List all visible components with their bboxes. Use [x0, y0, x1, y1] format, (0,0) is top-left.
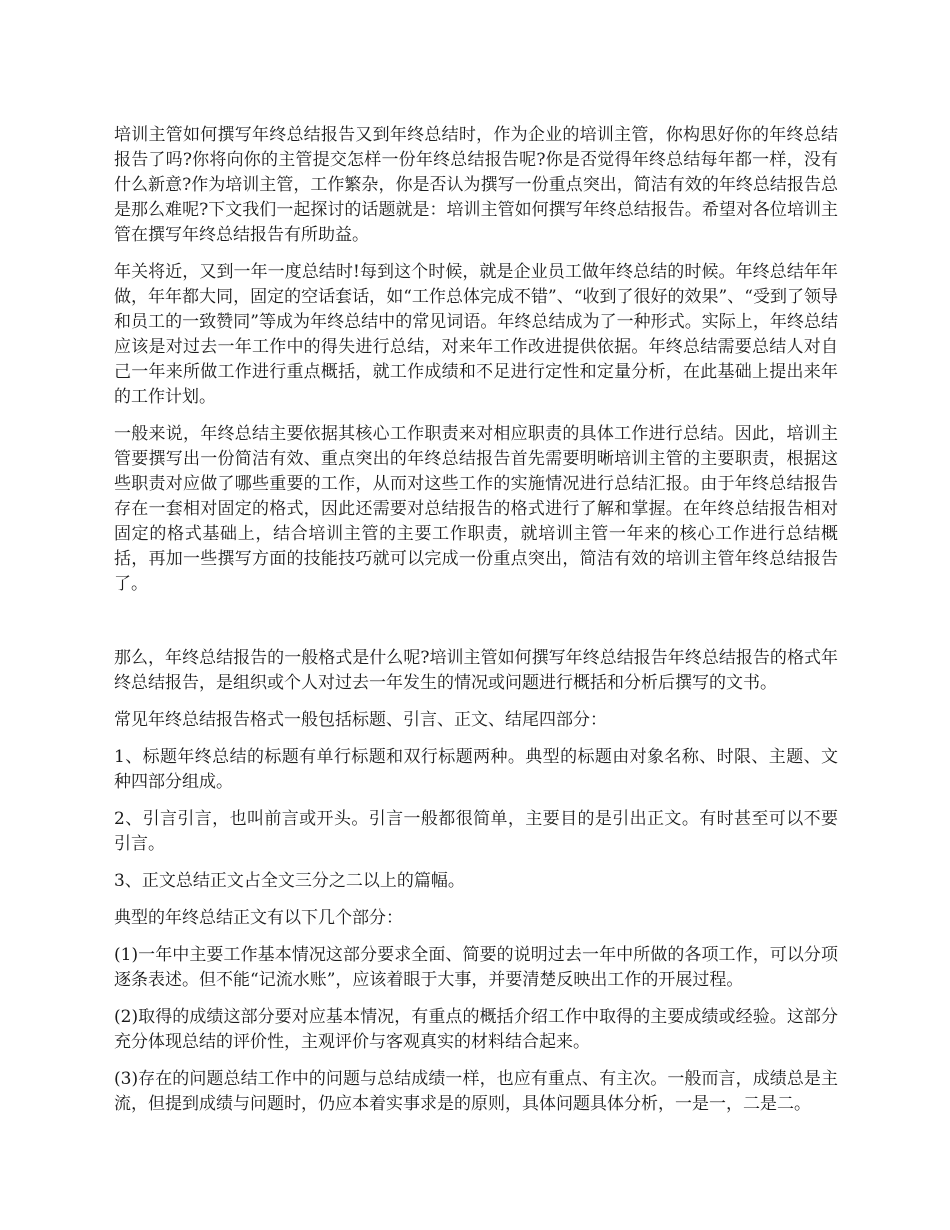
paragraph-part-3: (3)存在的问题总结工作中的问题与总结成绩一样，也应有重点、有主次。一般而言，成绩总是主流，但提到成绩与问题时，仍应本着实事求是的原则，具体问题具体分析，一是一，二是二。 [114, 1069, 838, 1114]
paragraph-part-2: (2)取得的成绩这部分要对应基本情况，有重点的概括介绍工作中取得的主要成绩或经验。这部分充分体现总结的评价性，主观评价与客观真实的材料结合起来。 [114, 1007, 838, 1052]
document-page [114, 123, 838, 1129]
paragraph-format-question: 那么，年终总结报告的一般格式是什么呢?培训主管如何撰写年终总结报告年终总结报告的格式年终总结报告，是组织或个人对过去一年发生的情况或问题进行概括和分析后撰写的文书。 [114, 648, 838, 693]
paragraph-year-end: 年关将近，又到一年一度总结时!每到这个时候，就是企业员工做年终总结的时候。年终总结年年做，年年都大同，固定的空话套话，如“工作总体完成不错”、“收到了很好的效果”、“受到了领导和员工的一致赞同”等成为年终总结中的常见词语。年终总结成为了一种形式。实际上，年终总结应该是对过去一年工作中的得失进行总结，对来年工作改进提供依据。年终总结需要总结人对自己一年来所做工作进行重点概括，就工作成绩和不足进行定性和定量分析，在此基础上提出来年的工作计划。 [114, 262, 838, 407]
paragraph-title-section: 1、标题年终总结的标题有单行标题和双行标题两种。典型的标题由对象名称、时限、主题、文种四部分组成。 [114, 747, 838, 792]
paragraph-intro: 培训主管如何撰写年终总结报告又到年终总结时，作为企业的培训主管，你构思好你的年终总结报告了吗?你将向你的主管提交怎样一份年终总结报告呢?你是否觉得年终总结每年都一样，没有什么新意?作为培训主管，工作繁杂，你是否认为撰写一份重点突出，简洁有效的年终总结报告总是那么难呢?下文我们一起探讨的话题就是：培训主管如何撰写年终总结报告。希望对各位培训主管在撰写年终总结报告有所助益。 [114, 125, 838, 245]
paragraph-format-parts: 常见年终总结报告格式一般包括标题、引言、正文、结尾四部分： [114, 710, 607, 730]
paragraph-general: 一般来说，年终总结主要依据其核心工作职责来对相应职责的具体工作进行总结。因此，培训主管要撰写出一份简洁有效、重点突出的年终总结报告首先需要明晰培训主管的主要职责，根据这些职责对应做了哪些重要的工作，从而对这些工作的实施情况进行总结汇报。由于年终总结报告存在一套相对固定的格式，因此还需要对总结报告的格式进行了解和掌握。在年终总结报告相对固定的格式基础上，结合培训主管的主要工作职责，就培训主管一年来的核心工作进行总结概括，再加一些撰写方面的技能技巧就可以完成一份重点突出，简洁有效的培训主管年终总结报告了。 [114, 424, 838, 594]
section-gap [114, 609, 838, 646]
paragraph-part-1: (1)一年中主要工作基本情况这部分要求全面、简要的说明过去一年中所做的各项工作，可以分项逐条表述。但不能“记流水账”，应该着眼于大事，并要清楚反映出工作的开展过程。 [114, 945, 838, 990]
paragraph-body-parts: 典型的年终总结正文有以下几个部分： [114, 908, 403, 928]
paragraph-body-section: 3、正文总结正文占全文三分之二以上的篇幅。 [114, 871, 465, 891]
paragraph-intro-section: 2、引言引言，也叫前言或开头。引言一般都很简单，主要目的是引出正文。有时甚至可以不要引言。 [114, 809, 838, 854]
